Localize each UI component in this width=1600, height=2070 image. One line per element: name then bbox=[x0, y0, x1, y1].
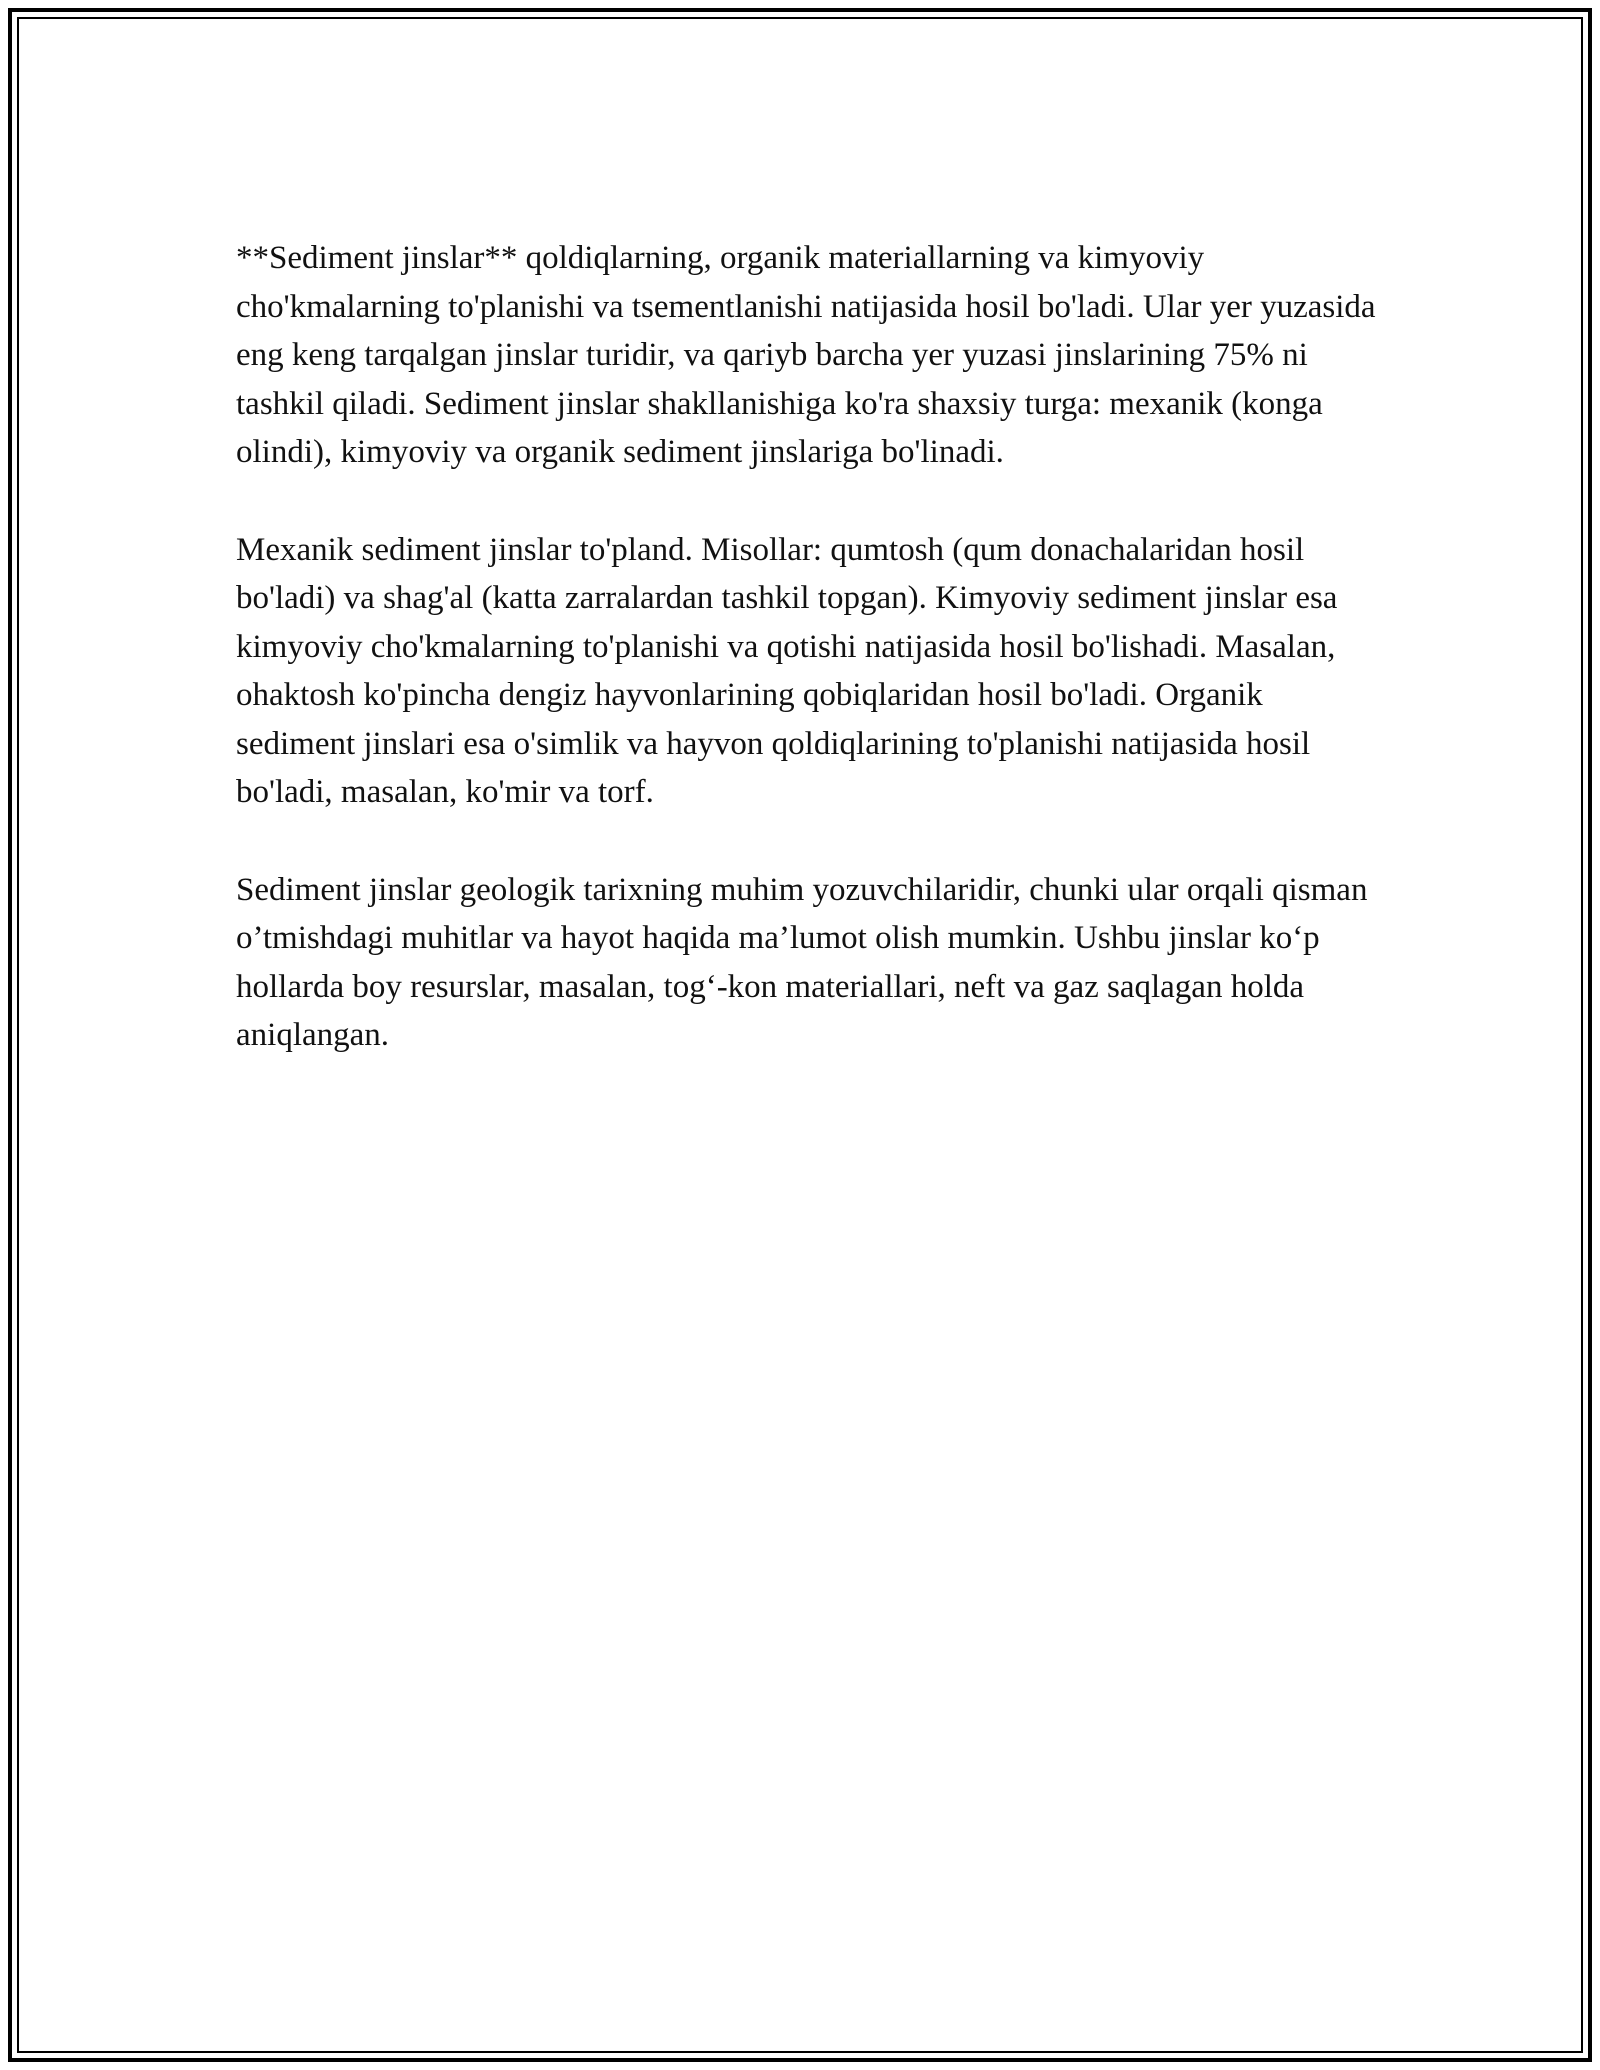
paragraph-intro: **Sediment jinslar** qoldiqlarning, organik materiallarning va kimyoviy cho'kmalarning to'planishi va tsementlanishi natijasida hosil bo'ladi. Ular yer yuzasida eng keng tarqalgan jinslar turidir, va qariyb barcha yer yuzasi jinslarining 75% ni tashkil qiladi. Sediment jinslar shakllanishiga ko'ra shaxsiy turga: mexanik (konga olindi), kimyoviy va organik sediment jinslariga bo'linadi. bbox=[236, 240, 1376, 470]
document-body bbox=[236, 234, 1386, 1109]
paragraph-significance: Sediment jinslar geologik tarixning muhim yozuvchilaridir, chunki ular orqali qisman o’tmishdagi muhitlar va hayot haqida ma’lumot olish mumkin. Ushbu jinslar ko‘p hollarda boy resurslar, masalan, tog‘-kon materiallari, neft va gaz saqlagan holda aniqlangan. bbox=[236, 871, 1368, 1053]
paragraph-types: Mexanik sediment jinslar to'pland. Misollar: qumtosh (qum donachalaridan hosil bo'ladi) va shag'al (katta zarralardan tashkil topgan). Kimyoviy sediment jinslar esa kimyoviy cho'kmalarning to'planishi va qotishi natijasida hosil bo'lishadi. Masalan, ohaktosh ko'pincha dengiz hayvonlarining qobiqlaridan hosil bo'ladi. Organik sediment jinslari esa o'simlik va hayvon qoldiqlarining to'planishi natijasida hosil bo'ladi, masalan, ko'mir va torf. bbox=[236, 531, 1338, 810]
